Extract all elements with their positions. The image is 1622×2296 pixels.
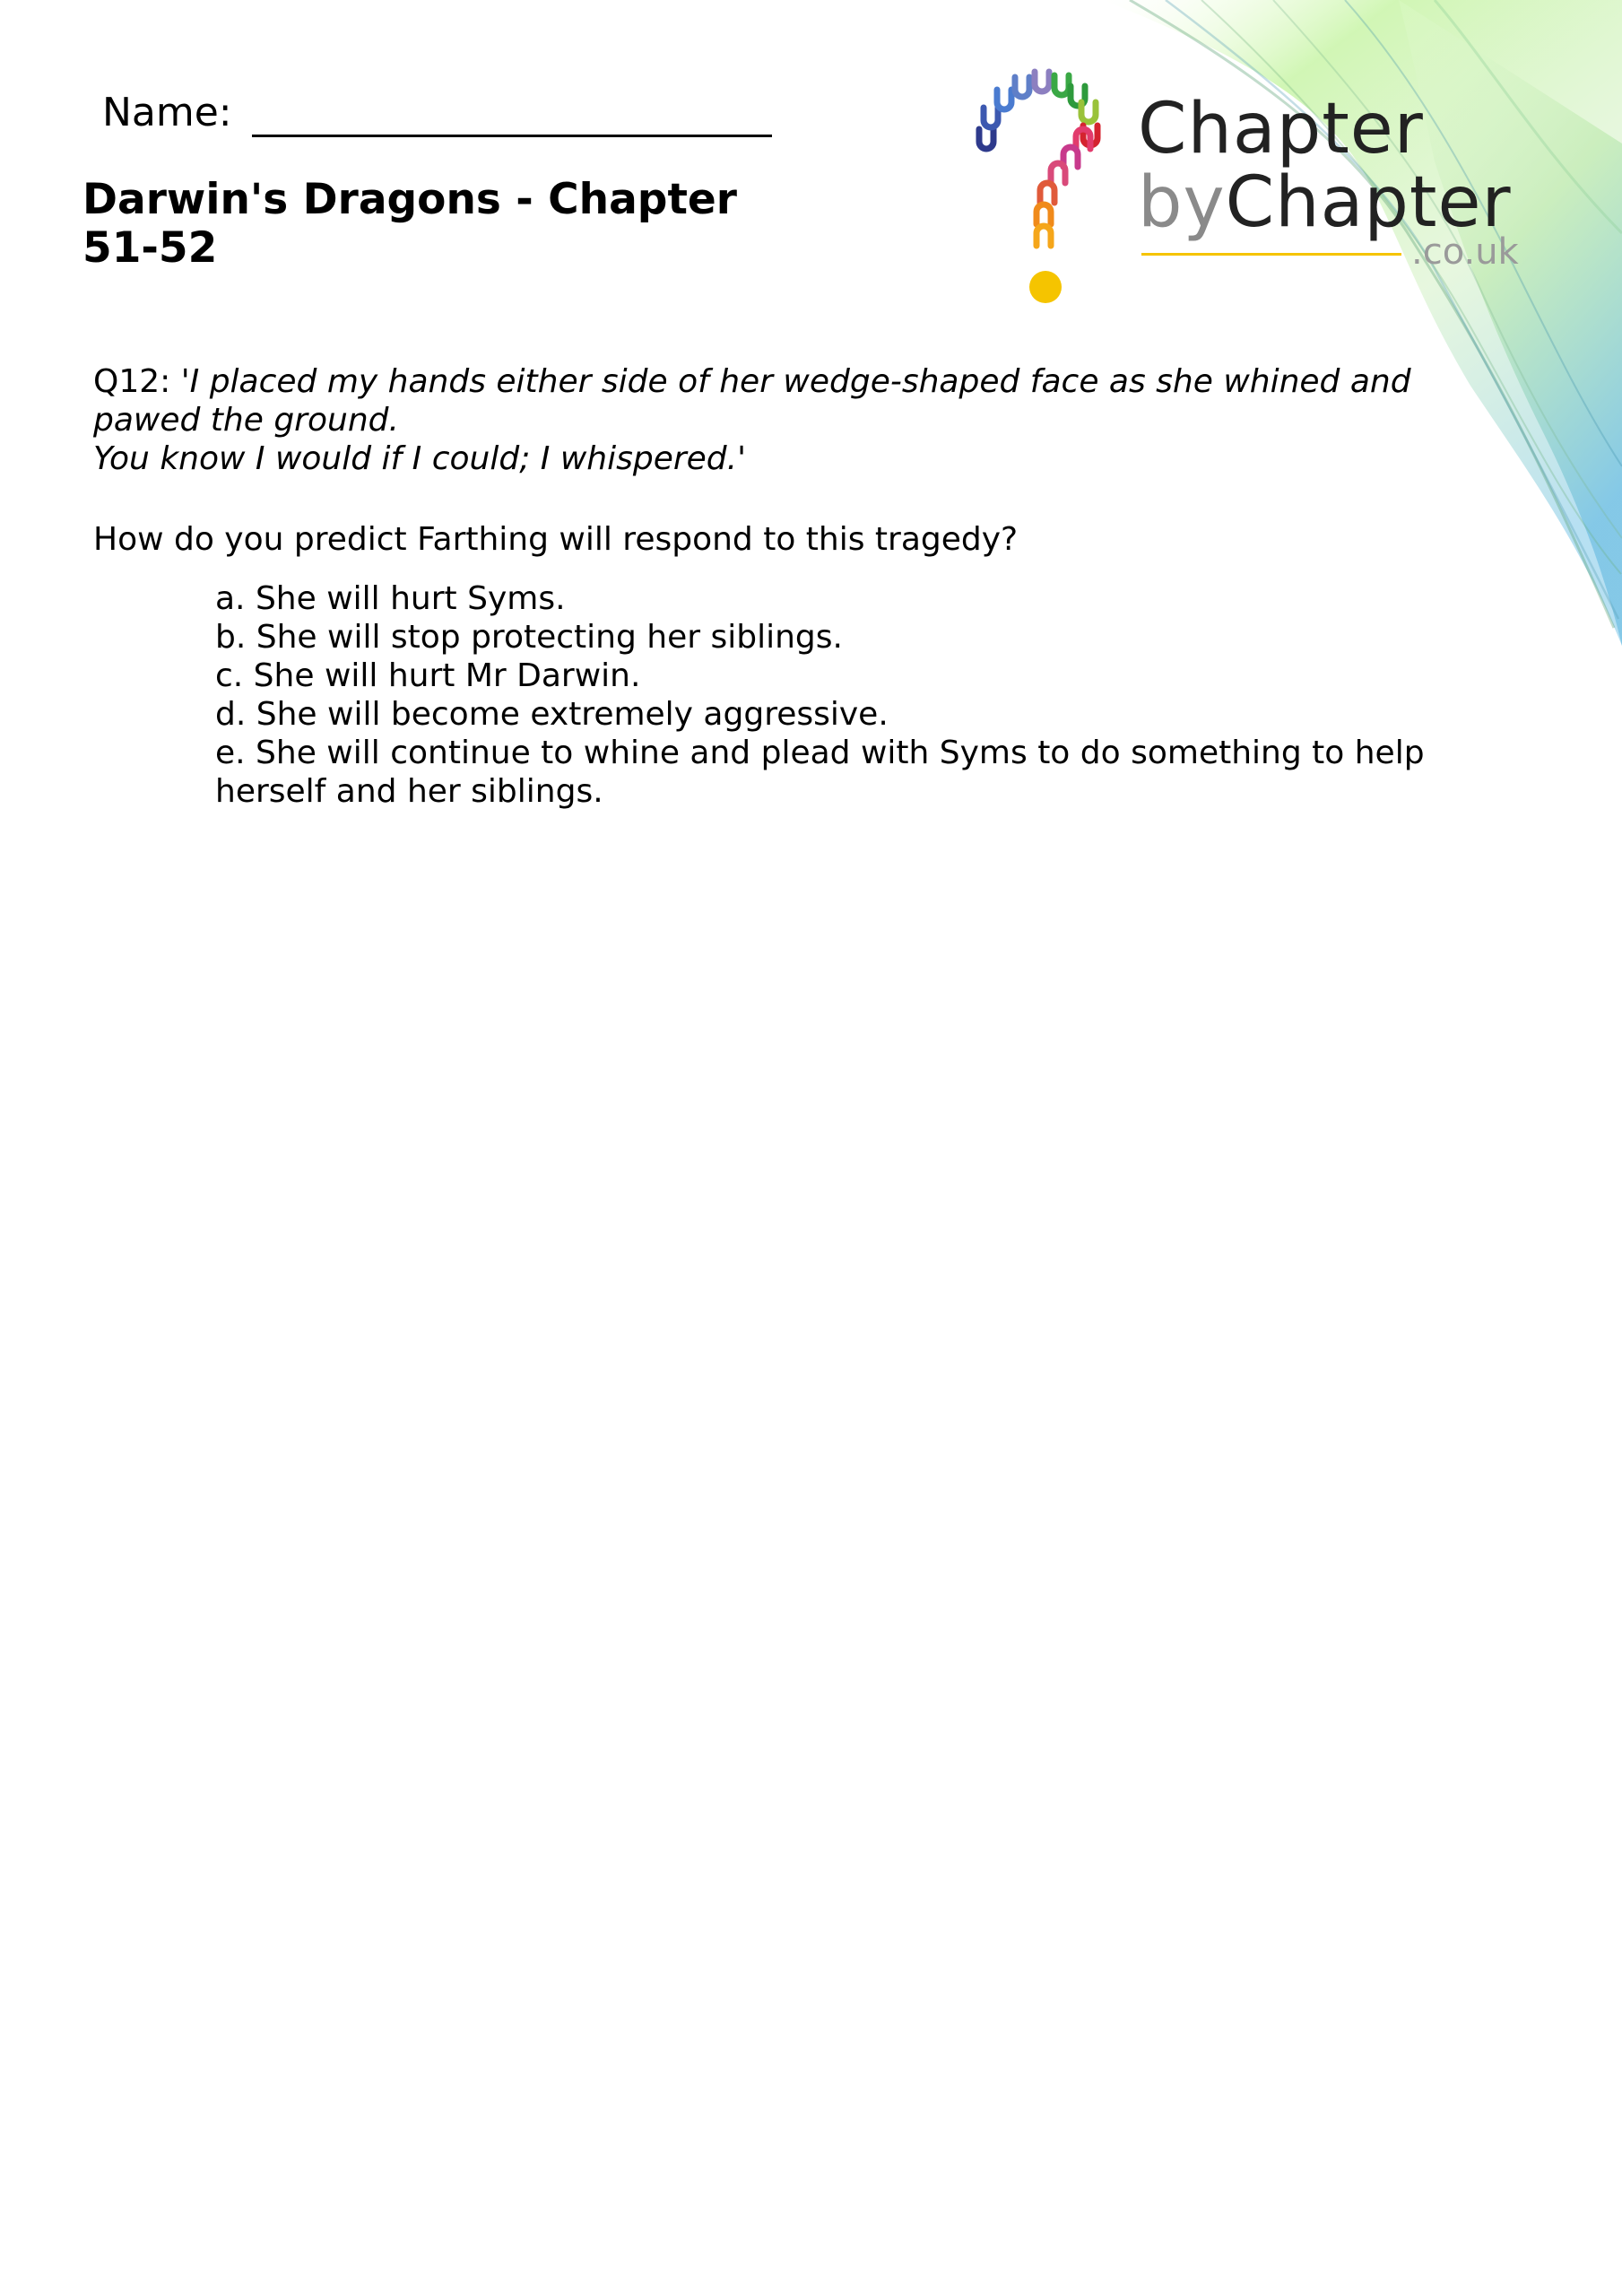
question-label: Q12: (93, 363, 171, 400)
answer-options-list (215, 579, 1470, 811)
logo-word-bychapter (1138, 162, 1512, 243)
name-field-row (102, 88, 772, 137)
page-title: Darwin's Dragons - Chapter 51-52 (82, 175, 737, 273)
logo-underline (1141, 253, 1401, 256)
question-quote-line2: You know I would if I could; I whispered.' (93, 440, 746, 477)
answer-option-a[interactable]: a. She will hurt Syms. (215, 580, 566, 617)
logo-word-by: by (1138, 162, 1226, 243)
answer-option-c[interactable]: c. She will hurt Mr Darwin. (215, 657, 641, 694)
answer-option-b[interactable]: b. She will stop protecting her siblings. (215, 619, 843, 656)
chapter-by-chapter-logo (968, 52, 1542, 312)
logo-word-chapter-2: Chapter (1225, 162, 1512, 243)
name-label: Name: (102, 90, 232, 136)
question-mark-of-books-icon (968, 52, 1130, 312)
answer-option-e[interactable]: e. She will continue to whine and plead with Syms to do something to help herself and her siblings. (215, 735, 1425, 810)
question-text (93, 362, 1492, 478)
logo-word-chapter: Chapter (1138, 89, 1424, 170)
question-quote-line1: 'I placed my hands either side of her wedge-shaped face as she whined and pawed the ground. (93, 363, 1411, 439)
name-blank-line[interactable] (252, 88, 772, 137)
question-prompt: How do you predict Farthing will respond to this tragedy? (93, 521, 1019, 558)
answer-option-d[interactable]: d. She will become extremely aggressive. (215, 696, 889, 733)
logo-domain: .co.uk (1411, 231, 1519, 273)
